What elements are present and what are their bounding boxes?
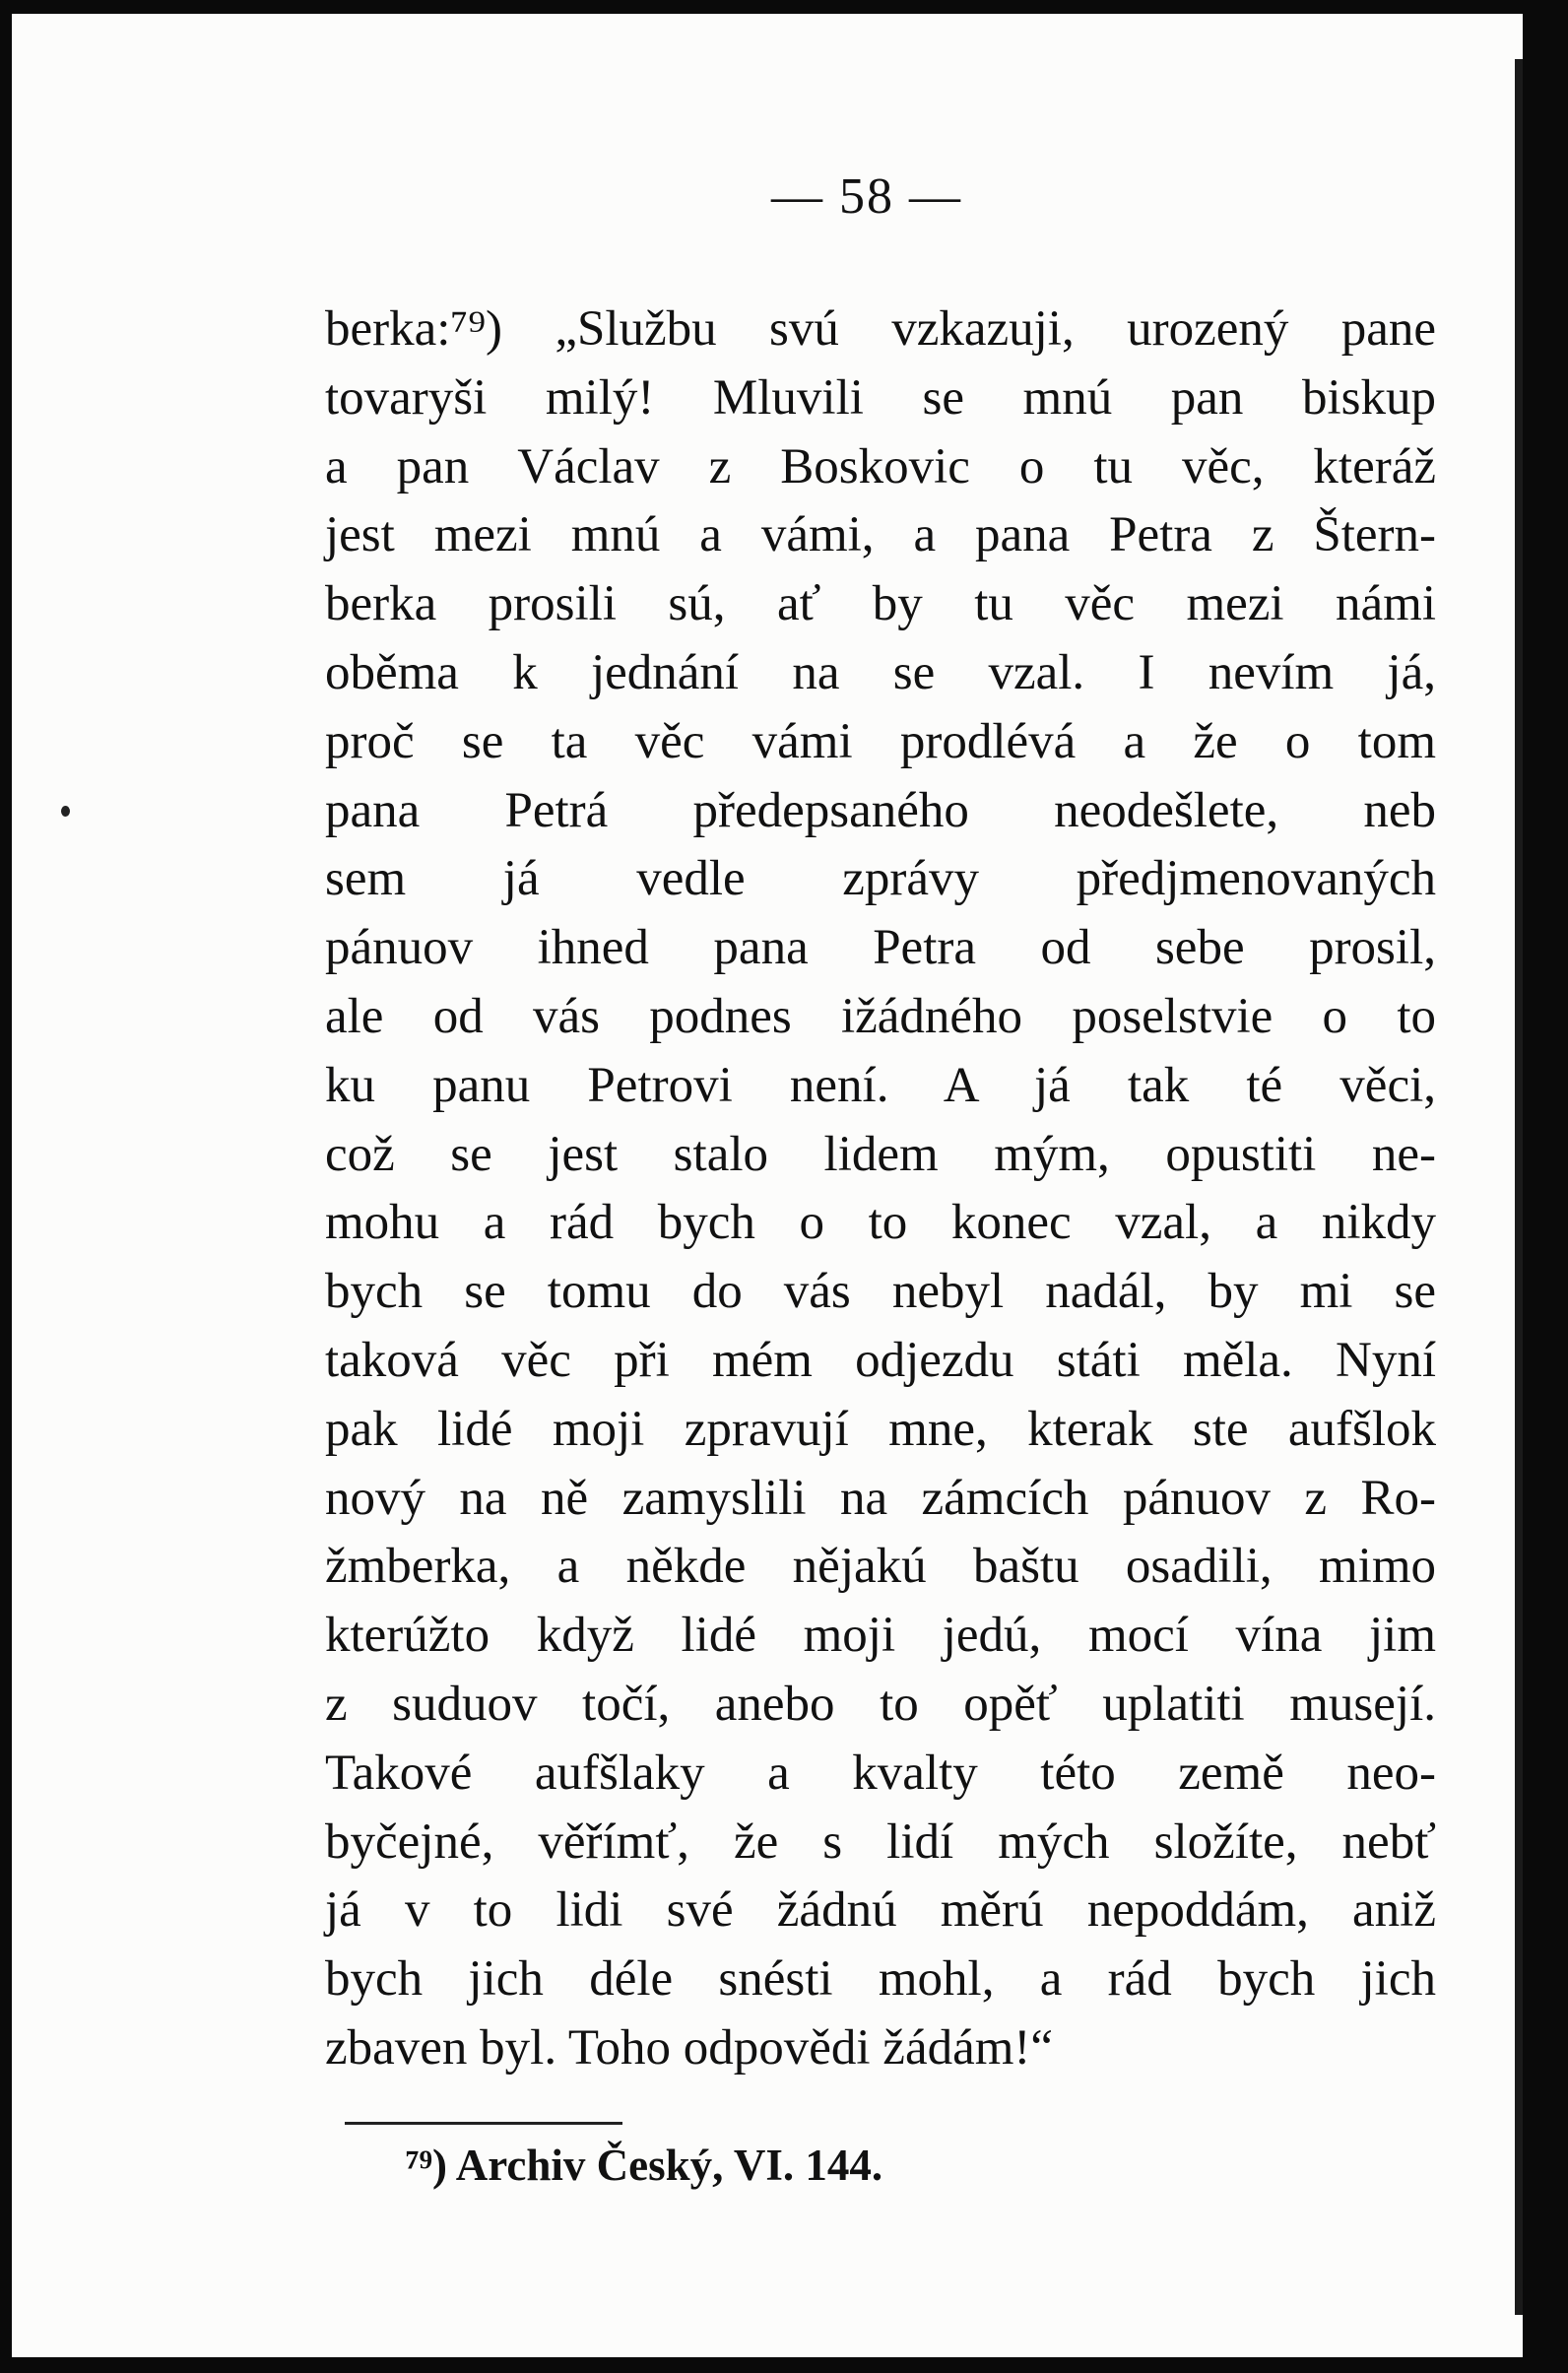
footnote: ⁷⁹) Archiv Český, VI. 144. [406,2141,883,2190]
text-line: Takové aufšlaky a kvalty této země neo- [325,1745,1436,1801]
footnote-rule [345,2122,622,2125]
text-line: ku panu Petrovi není. A já tak té věci, [325,1057,1436,1113]
text-line: kterúžto když lidé moji jedú, mocí vína jim [325,1608,1436,1664]
text-line: pana Petrá předepsaného neodešlete, neb [325,782,1436,838]
scan-border-bottom [0,2357,1568,2373]
text-line: berka:⁷⁹) „Službu svú vzkazuji, urozený pane [325,301,1436,357]
text-line: žmberka, a někde nějakú baštu osadili, mimo [325,1539,1436,1595]
text-line: oběma k jednání na se vzal. I nevím já, [325,644,1436,700]
text-line: sem já vedle zprávy předjmenovaných [325,851,1436,907]
text-line: což se jest stalo lidem mým, opustiti ne- [325,1126,1436,1182]
text-line: a pan Václav z Boskovic o tu věc, kteráž [325,438,1436,494]
scan-border-right [1523,0,1568,2373]
text-line: bych jich déle snésti mohl, a rád bych jich [325,1951,1436,2008]
text-line: proč se ta věc vámi prodlévá a že o tom [325,713,1436,769]
text-line: mohu a rád bych o to konec vzal, a nikdy [325,1195,1436,1251]
page-number: — 58 — [771,168,962,225]
text-line: z suduov točí, anebo to opěť uplatiti musejí. [325,1676,1436,1732]
text-line: pánuov ihned pana Petra od sebe prosil, [325,920,1436,976]
scan-border-left [0,0,12,2373]
text-line: byčejné, věřímť, že s lidí mých složíte, nebť [325,1813,1436,1870]
ink-speck [61,806,70,817]
body-text [325,296,1436,2083]
text-line: taková věc při mém odjezdu státi měla. Nyní [325,1332,1436,1388]
text-line: pak lidé moji zpravují mne, kterak ste aufšlok [325,1401,1436,1457]
text-line: bych se tomu do vás nebyl nadál, by mi se [325,1264,1436,1320]
text-line: já v to lidi své žádnú měrú nepoddám, aniž [325,1882,1436,1939]
text-line: zbaven byl. Toho odpovědi žádám!“ [325,2019,1054,2076]
scan-border-top [0,0,1568,14]
text-line: ale od vás podnes ižádného poselstvie o to [325,988,1436,1044]
text-line: tovaryši milý! Mluvili se mnú pan biskup [325,369,1436,426]
text-line: berka prosili sú, ať by tu věc mezi námi [325,576,1436,632]
page-edge-right [1515,59,1523,2315]
text-line: jest mezi mnú a vámi, a pana Petra z Štern- [325,507,1436,563]
text-line: nový na ně zamyslili na zámcích pánuov z Ro- [325,1470,1436,1526]
